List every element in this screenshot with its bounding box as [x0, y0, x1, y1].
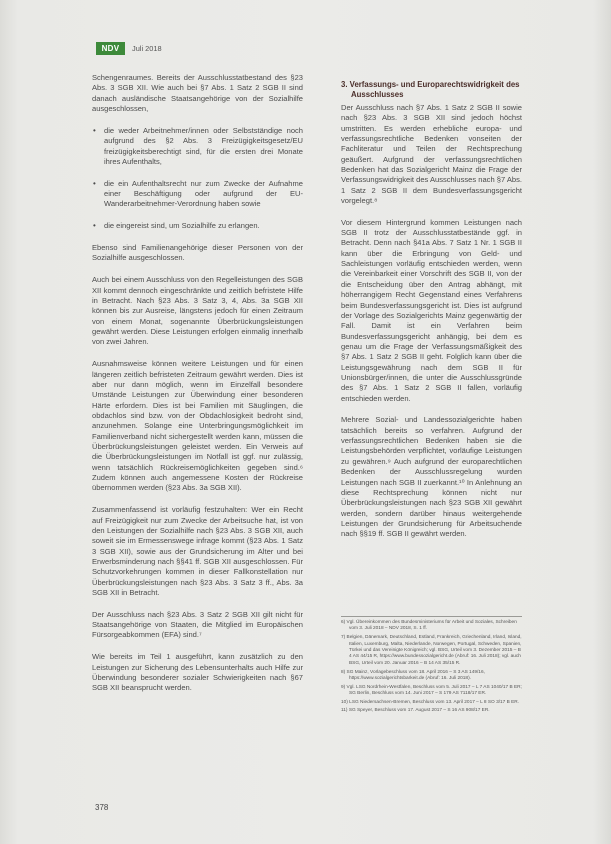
right-column: [341, 80, 522, 551]
body-paragraph: Vor diesem Hintergrund kommen Leistungen nach SGB II trotz der Ausschlusstatbestände ggf. in Betracht. Denn nach §41a Abs. 7 Satz 1 Nr. 1 SGB II kann über die Erbringung von Geld- und Sachleistungen vorläufig entschieden werden, wenn die Vereinbarkeit einer Vorschrift des SGB II, von der die Entscheidung über den Antrag abhängt, mit höherrangigem Recht Gegenstand eines Verfahrens beim Bundesverfassungsgericht ist. Dies ist aufgrund der Vorlage des Sozialgerichts Mainz gegenwärtig der Fall. Damit ist ein Verfahren beim Bundesverfassungsgericht anhängig, bei dem es genau um die Frage der Verfassungsmäßigkeit des §7 Abs. 1 Satz 2 SGB II geht. Folglich kann über die Leistungsgewährung nach dem SGB II für Unionsbürger/innen, die unter die Ausschlussgründe des §7 Abs. 1 Satz 2 SGB II fallen, vorläufig entschieden werden.: [341, 217, 522, 403]
body-paragraph: Der Ausschluss nach §7 Abs. 1 Satz 2 SGB II sowie nach §23 Abs. 3 SGB XII sind jedoch höchst umstritten. Es werden erhebliche europa- und verfassungsrechtliche Bedenken vonseiten der Fachliteratur und Teilen der Rechtsprechung geäußert. Aufgrund der verfassungsrechtlichen Bedenken hat das Sozialgericht Mainz die Frage der Verfassungswidrigkeit des Ausschlusses nach §7 Abs. 1 Satz 2 SGB II dem Bundesverfassungsgericht vorgelegt.⁸: [341, 102, 522, 205]
intro-paragraph: Schengenraumes. Bereits der Ausschlusstatbestand des §23 Abs. 3 SGB XII. Wie auch bei §7 Abs. 1 Satz 2 SGB II sind danach ausländische Staatsangehörige von der Sozialhilfe ausgeschlossen,: [92, 73, 303, 114]
list-item: [92, 126, 303, 167]
footnote: 7) Belgien, Dänemark, Deutschland, Estland, Frankreich, Griechenland, Irland, Island, Italien, Luxemburg, Malta, Niederlande, Norwegen, Portugal, Schweden, Spanien, Türkei und das Vereinigte Königreich; vgl. BSG, Urteil vom 3. Dezember 2015 – B 4 AS 44/15 R, https://www.bundessozialgericht.de (Abruf: 16. Juli 2018); vgl. auch BSG, Urteil vom 20. Januar 2016 – B 14 AS 35/15 R.: [341, 635, 522, 666]
list-item-text: die eingereist sind, um Sozialhilfe zu erlangen.: [104, 221, 260, 231]
footnotes: [341, 616, 522, 717]
list-item: [92, 179, 303, 210]
body-paragraph: Mehrere Sozial- und Landessozialgerichte haben tatsächlich bereits so verfahren. Aufgrund der verfassungsrechtlichen Bedenken haben sie die Leistungsbehörden verpflichtet, vorläufige Leistungen zu gewähren.⁹ Auch aufgrund der europarechtlichen Bedenken der Ausschlussregelung wurden Leistungen nach SGB II zuerkannt.¹⁰ In Anlehnung an diese Rechtsprechung können nicht nur Überbrückungsleistungen nach §23 SGB XII gewährt werden, sondern darüber hinaus weitergehende Leistungen der Grundsicherung für Arbeitsuchende nach §§19 ff. SGB II gewährt werden.: [341, 415, 522, 539]
section-heading: 3. Verfassungs- und Europarechtswidrigkeit des Ausschlusses: [341, 80, 520, 100]
left-column: [92, 73, 303, 705]
footnote: 6) Vgl. Übereinkommen des Bundesministeriums für Arbeit und Soziales, Schreiben vom 3. Juli 2018 – NDV 2018, S. 1 ff.: [341, 620, 517, 632]
body-paragraph: Zusammenfassend ist vorläufig festzuhalten: Wer ein Recht auf Freizügigkeit nur zum Zwecke der Arbeitsuche hat, ist von den Leistungen der Sozialhilfe nach §23 Abs. 3 SGB XII, auch soweit sie im Ermessenswege infrage kommt (§23 Abs. 1 Satz 3 SGB XII), sowie aus der Grundsicherung im Alter und bei Erwerbsminderung nach §§41 ff. SGB XII ausgeschlossen. Für Schutzvorkehrungen kommen in dieser Fallkonstellation nur Überbrückungsleistungen nach §23 Abs. 3 Satz 3 ff., Abs. 3a SGB XII in Betracht.: [92, 505, 303, 597]
body-paragraph: Der Ausschluss nach §23 Abs. 3 Satz 2 SGB XII gilt nicht für Staatsangehörige von Staaten, die Mitglied im Europäischen Fürsorgeabkommen (EFA) sind.⁷: [92, 609, 303, 640]
bullet-icon: •: [93, 178, 96, 188]
body-paragraph: Ausnahmsweise können weitere Leistungen und für einen längeren zeitlich befristeten Zeitraum gewährt werden. Dies ist aber nur dann möglich, wenn im Einzelfall besondere Umstände Leistungen zur Überwindung einer besonderen Härte erfordern. Dies ist bei Familien mit Säuglingen, die obdachlos sind bzw. von der Obdachlosigkeit bedroht sind, anzunehmen. Solange eine Unterbringungsmöglichkeit im Familienverband nicht sichergestellt werden kann, müssen die Überbrückungsleistungen geleistet werden. Ein Verweis auf die Überbrückungsleistungen im Notfall ist ggf. nur zulässig, wenn tatsächlich Rückreisemöglichkeiten gegeben sind.⁶ Zudem können auch angemessene Kosten der Rückreise übernommen werden (§23 Abs. 3a SGB XII).: [92, 359, 303, 493]
body-paragraph: Ebenso sind Familienangehörige dieser Personen von der Sozialhilfe ausgeschlossen.: [92, 243, 303, 263]
exclusion-list: [92, 126, 303, 232]
bullet-icon: •: [93, 221, 96, 231]
list-item-text: die weder Arbeitnehmer/innen oder Selbstständige noch aufgrund des §2 Abs. 3 Freizügigkeitsgesetz/EU freizügigkeitsberechtigt sind, für die ersten drei Monate ihres Aufenthalts,: [104, 125, 303, 166]
bullet-icon: •: [93, 125, 96, 135]
page-header: [96, 42, 524, 56]
journal-logo: NDV: [96, 42, 125, 55]
footnote: 8) SG Mainz, Vorlagebeschluss vom 18. April 2016 – S 3 AS 149/16, https://www.sozialgerichtsbarkeit.de (Abruf: 16. Juli 2018).: [341, 669, 485, 681]
footnote: 10) LSG Niedersachsen-Bremen, Beschluss vom 13. April 2017 – L 8 SO 3/17 B ER.: [341, 699, 520, 705]
footnote: 9) Vgl. LSG Nordrhein-Westfalen, Beschluss vom 5. Juli 2017 – L 7 AS 1040/17 B ER; SG Berlin, Beschluss vom 14. Juni 2017 – S 179 AS 7118/17 ER.: [341, 684, 522, 697]
issue-date: Juli 2018: [132, 44, 162, 53]
body-paragraph: Wie bereits im Teil 1 ausgeführt, kann zusätzlich zu den Leistungen zur Sicherung des Lebensunterhalts auch Hilfe zur Überwindung besonderer sozialer Schwierigkeiten nach §67 SGB XII beansprucht werden.: [92, 652, 303, 693]
page-number: 378: [95, 803, 109, 812]
list-item-text: die ein Aufenthaltsrecht nur zum Zwecke der Aufnahme einer Beschäftigung oder aufgrund der EU-Wanderarbeitnehmer-Verordnung haben sowie: [104, 178, 303, 209]
footnote-divider: [341, 616, 522, 617]
body-paragraph: Auch bei einem Ausschluss von den Regelleistungen des SGB XII kommt dennoch eingeschränkte und zeitlich befristete Hilfe in Betracht. Nach §23 Abs. 3 Satz 3, 4, Abs. 3a SGB XII können bis zur Ausreise, längstens jedoch für einen Zeitraum von einem Monat, sogenannte Überbrückungsleistungen gewährt werden. Diese Leistungen erfolgen einmalig innerhalb von zwei Jahren.: [92, 275, 303, 347]
list-item: [92, 221, 303, 231]
footnote: 11) SG Speyer, Beschluss vom 17. August 2017 – S 16 AS 908/17 ER.: [341, 708, 490, 714]
